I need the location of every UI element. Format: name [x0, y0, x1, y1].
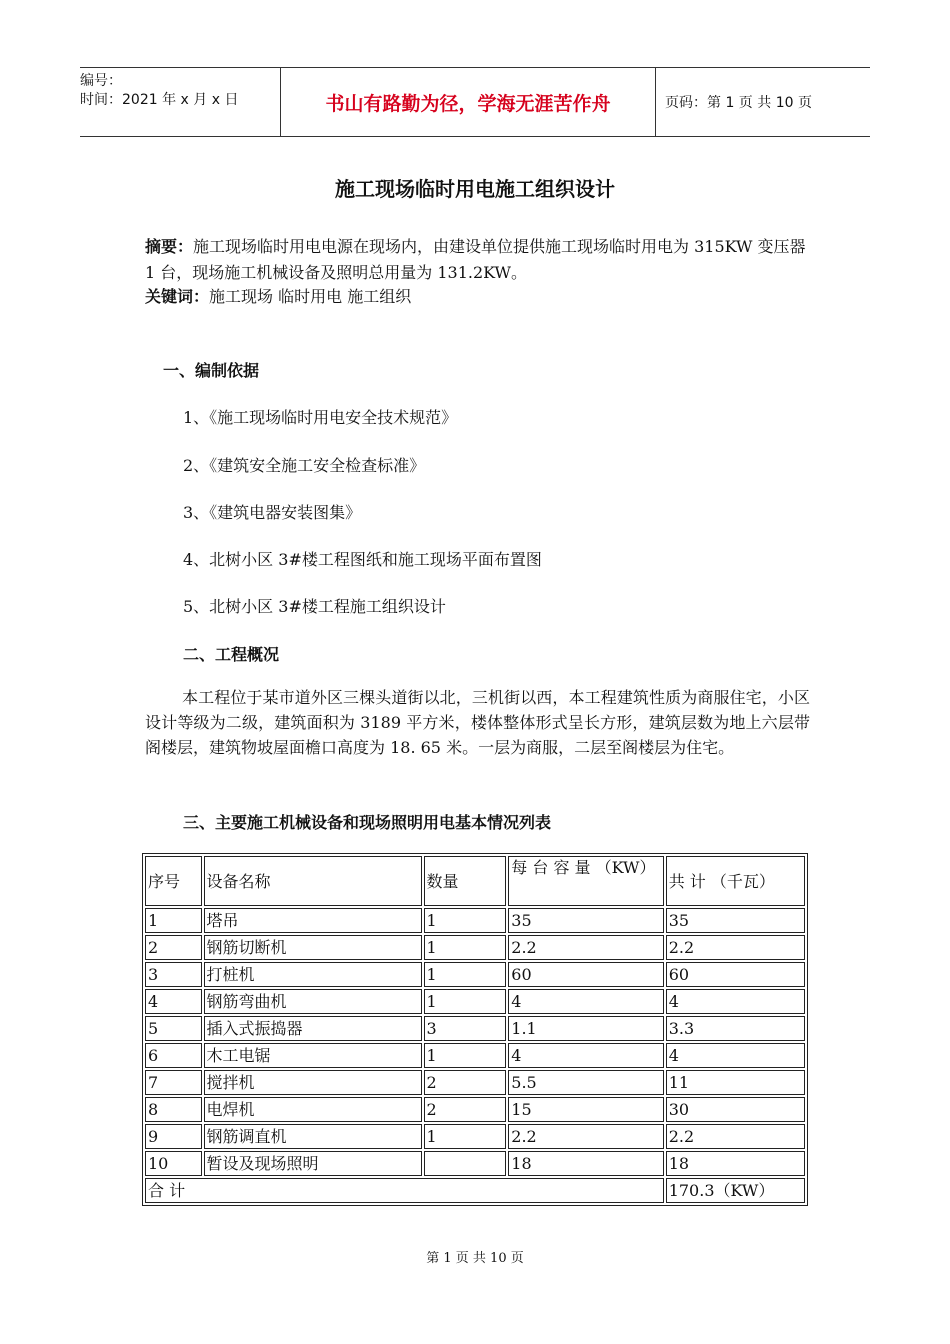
table-cell: 18 — [666, 1151, 805, 1176]
table-cell: 2.2 — [666, 935, 805, 960]
table-row — [145, 962, 805, 987]
table-cell: 1 — [424, 935, 507, 960]
header-cell: 序号 — [145, 856, 202, 906]
table-row — [145, 989, 805, 1014]
table-cell: 暂设及现场照明 — [204, 1151, 422, 1176]
section1-heading: 一、编制依据 — [163, 361, 260, 380]
header-page-label: 页码：第 1 页 共 10 页 — [665, 95, 812, 111]
reference-item: 4、北树小区 3#楼工程图纸和施工现场平面布置图 — [183, 550, 542, 569]
header-cell: 共 计 （千瓦） — [666, 856, 805, 906]
table-row — [145, 1124, 805, 1149]
table-cell: 4 — [145, 989, 202, 1014]
table-cell: 1 — [424, 962, 507, 987]
table-cell: 6 — [145, 1043, 202, 1068]
page-header — [80, 67, 870, 137]
table-cell: 1 — [424, 989, 507, 1014]
table-cell: 4 — [666, 1043, 805, 1068]
table-cell: 4 — [508, 989, 663, 1014]
table-row — [145, 1151, 805, 1176]
table-cell: 1 — [424, 1124, 507, 1149]
project-overview-text: 本工程位于某市道外区三棵头道街以北，三机街以西，本工程建筑性质为商服住宅，小区设计等级为二级，建筑面积为 3189 平方米，楼体整体形式呈长方形，建筑层数为地上六层带阁楼层，建筑物坡屋面檐口高度为 18. 65 米。一层为商服，二层至阁楼层为住宅。 — [145, 688, 810, 757]
table-cell: 30 — [666, 1097, 805, 1122]
table-row — [145, 1043, 805, 1068]
table-cell: 15 — [508, 1097, 663, 1122]
table-cell: 钢筋切断机 — [204, 935, 422, 960]
table-row — [145, 908, 805, 933]
table-cell: 60 — [508, 962, 663, 987]
doc-number-label: 编号： — [80, 73, 122, 89]
header-cell: 设备名称 — [204, 856, 422, 906]
table-cell: 钢筋调直机 — [204, 1124, 422, 1149]
table-cell: 1 — [424, 908, 507, 933]
table-cell: 钢筋弯曲机 — [204, 989, 422, 1014]
table-cell: 4 — [666, 989, 805, 1014]
table-cell: 1.1 — [508, 1016, 663, 1041]
table-row — [145, 935, 805, 960]
table-cell: 7 — [145, 1070, 202, 1095]
table-cell: 电焊机 — [204, 1097, 422, 1122]
table-cell: 60 — [666, 962, 805, 987]
table-cell: 35 — [508, 908, 663, 933]
table-cell — [424, 1151, 507, 1176]
table-cell: 2.2 — [666, 1124, 805, 1149]
reference-item: 2、《建筑安全施工安全检查标准》 — [183, 456, 426, 475]
header-cell: 每 台 容 量 （KW） — [508, 856, 663, 906]
keywords — [145, 284, 810, 310]
reference-item: 5、北树小区 3#楼工程施工组织设计 — [183, 597, 446, 616]
document-title: 施工现场临时用电施工组织设计 — [335, 177, 615, 201]
total-label: 合 计 — [145, 1178, 664, 1203]
table-cell: 插入式振捣器 — [204, 1016, 422, 1041]
table-cell: 5 — [145, 1016, 202, 1041]
table-cell: 木工电锯 — [204, 1043, 422, 1068]
equipment-table — [142, 853, 808, 1206]
table-row — [145, 1097, 805, 1122]
table-cell: 1 — [424, 1043, 507, 1068]
table-cell: 搅拌机 — [204, 1070, 422, 1095]
table-cell: 2 — [424, 1097, 507, 1122]
abstract — [145, 234, 810, 286]
table-cell: 5.5 — [508, 1070, 663, 1095]
table-cell: 18 — [508, 1151, 663, 1176]
table-row — [145, 1016, 805, 1041]
section2-heading: 二、工程概况 — [183, 645, 280, 664]
section3-heading: 三、主要施工机械设备和现场照明用电基本情况列表 — [183, 813, 552, 832]
table-cell: 2 — [145, 935, 202, 960]
header-meta — [80, 68, 280, 140]
abstract-label: 摘要： — [145, 237, 194, 256]
keywords-text: 施工现场 临时用电 施工组织 — [209, 287, 412, 306]
table-cell: 1 — [145, 908, 202, 933]
table-cell: 8 — [145, 1097, 202, 1122]
header-cell: 数量 — [424, 856, 507, 906]
abstract-text: 施工现场临时用电电源在现场内，由建设单位提供施工现场临时用电为 315KW 变压器 1 台，现场施工机械设备及照明总用量为 131.2KW。 — [145, 237, 806, 282]
table-cell: 35 — [666, 908, 805, 933]
table-cell: 3 — [424, 1016, 507, 1041]
table-cell: 2.2 — [508, 1124, 663, 1149]
reference-item: 3、《建筑电器安装图集》 — [183, 503, 362, 522]
table-cell: 2.2 — [508, 935, 663, 960]
keywords-label: 关键词： — [145, 287, 210, 306]
doc-time-label: 时间：2021 年 x 月 x 日 — [80, 92, 239, 108]
table-cell: 11 — [666, 1070, 805, 1095]
total-value: 170.3（KW） — [666, 1178, 805, 1203]
page-footer: 第 1 页 共 10 页 — [426, 1251, 524, 1266]
table-row — [145, 1070, 805, 1095]
table-header-row — [145, 856, 805, 906]
table-cell: 9 — [145, 1124, 202, 1149]
table-cell: 3 — [145, 962, 202, 987]
table-total-row — [145, 1178, 805, 1203]
table-cell: 塔吊 — [204, 908, 422, 933]
table-cell: 10 — [145, 1151, 202, 1176]
table-cell: 3.3 — [666, 1016, 805, 1041]
header-motto: 书山有路勤为径，学海无涯苦作舟 — [280, 68, 656, 136]
table-cell: 2 — [424, 1070, 507, 1095]
reference-item: 1、《施工现场临时用电安全技术规范》 — [183, 408, 458, 427]
table-cell: 4 — [508, 1043, 663, 1068]
table-cell: 打桩机 — [204, 962, 422, 987]
